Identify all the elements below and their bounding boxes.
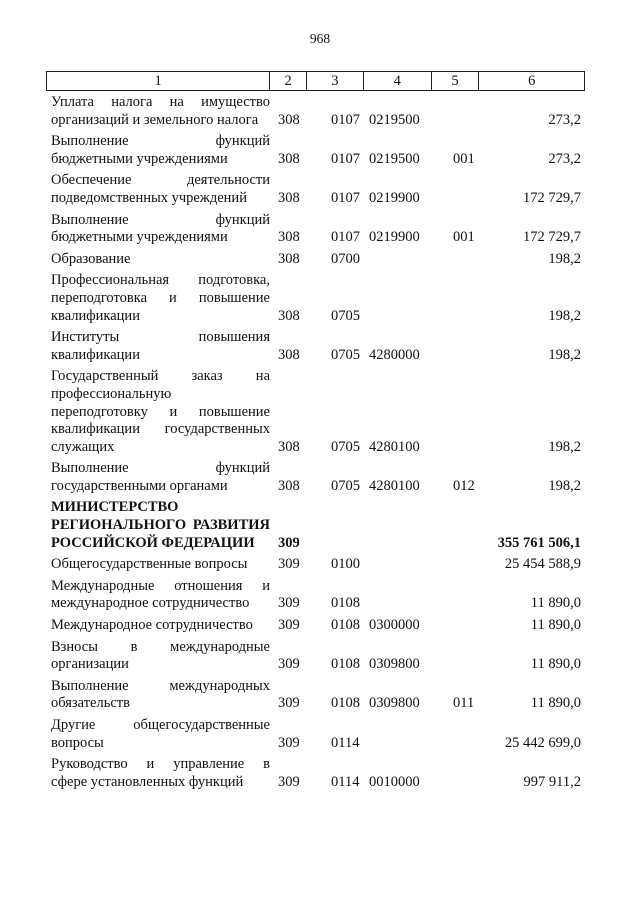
code-section: 0114 <box>331 773 360 790</box>
code-section: 0108 <box>331 617 360 634</box>
code-target: 4280100 <box>369 438 420 455</box>
code-ministry: 308 <box>278 189 300 206</box>
table-row <box>46 272 586 325</box>
table-row <box>46 460 586 495</box>
code-target: 4280000 <box>369 346 420 363</box>
code-section: 0107 <box>331 229 360 246</box>
code-ministry: 308 <box>278 477 300 494</box>
row-name <box>46 499 270 552</box>
code-ministry: 308 <box>278 229 300 246</box>
row-name <box>46 460 270 495</box>
table-header <box>46 71 585 91</box>
code-section: 0705 <box>331 438 360 455</box>
row-name-line: организации <box>51 656 129 673</box>
row-name-line: переподготовка и повышение <box>51 289 270 306</box>
code-ministry: 309 <box>278 595 300 612</box>
code-ministry: 309 <box>278 656 300 673</box>
row-name-line: РОССИЙСКОЙ ФЕДЕРАЦИИ <box>51 534 255 551</box>
header-col-3: 3 <box>307 72 364 90</box>
code-expense-type: 001 <box>453 229 475 246</box>
amount: 11 890,0 <box>530 656 581 673</box>
amount: 198,2 <box>548 250 581 267</box>
row-name-line: Взносы в международные <box>51 638 270 655</box>
code-section: 0700 <box>331 250 360 267</box>
row-name <box>46 678 270 713</box>
code-ministry: 308 <box>278 346 300 363</box>
row-name-line: Выполнение функций <box>51 211 270 228</box>
amount: 198,2 <box>548 438 581 455</box>
code-ministry: 309 <box>278 695 300 712</box>
row-name-line: профессиональную <box>51 385 172 402</box>
code-section: 0108 <box>331 695 360 712</box>
code-ministry: 308 <box>278 250 300 267</box>
table-row <box>46 578 586 613</box>
amount: 11 890,0 <box>530 617 581 634</box>
row-name-line: РЕГИОНАЛЬНОГО РАЗВИТИЯ <box>51 517 270 534</box>
header-col-6: 6 <box>528 72 536 89</box>
table-row <box>46 329 586 364</box>
header-col-5: 5 <box>432 72 480 90</box>
row-name-line: Международное сотрудничество <box>51 617 253 634</box>
row-name <box>46 251 270 269</box>
row-name-line: Государственный заказ на <box>51 368 270 385</box>
code-expense-type: 001 <box>453 150 475 167</box>
amount: 273,2 <box>548 150 581 167</box>
code-ministry: 309 <box>278 534 300 551</box>
code-section: 0114 <box>331 734 360 751</box>
row-name-line: Институты повышения <box>51 329 270 346</box>
row-name <box>46 756 270 791</box>
code-section: 0705 <box>331 307 360 324</box>
code-target: 0300000 <box>369 617 420 634</box>
code-section: 0107 <box>331 189 360 206</box>
row-name-line: Выполнение международных <box>51 677 270 694</box>
code-ministry: 309 <box>278 556 300 573</box>
row-name-line: Выполнение функций <box>51 460 270 477</box>
row-name-line: организаций и земельного налога <box>51 111 259 128</box>
table-row <box>46 94 586 129</box>
row-name-line: Уплата налога на имущество <box>51 94 270 110</box>
code-section: 0705 <box>331 477 360 494</box>
amount: 25 442 699,0 <box>504 734 581 751</box>
row-name-line: Обеспечение деятельности <box>51 172 270 189</box>
table-row <box>46 556 586 574</box>
table-row <box>46 251 586 269</box>
row-name-line: международное сотрудничество <box>51 595 250 612</box>
code-ministry: 309 <box>278 773 300 790</box>
row-name-line: государственными органами <box>51 477 228 494</box>
amount: 172 729,7 <box>523 189 581 206</box>
code-expense-type: 012 <box>453 477 475 494</box>
table-row <box>46 368 586 456</box>
row-name-line: переподготовку и повышение <box>51 403 270 420</box>
code-ministry: 308 <box>278 150 300 167</box>
header-col-2: 2 <box>270 72 307 90</box>
amount: 355 761 506,1 <box>497 534 581 551</box>
row-name-line: подведомственных учреждений <box>51 189 247 206</box>
code-ministry: 308 <box>278 307 300 324</box>
code-target: 0309800 <box>369 695 420 712</box>
page-number: 968 <box>309 31 331 46</box>
code-ministry: 309 <box>278 617 300 634</box>
table-row <box>46 678 586 713</box>
table-body <box>46 94 586 791</box>
code-section: 0107 <box>331 111 360 128</box>
row-name <box>46 368 270 456</box>
amount: 997 911,2 <box>523 773 581 790</box>
row-name-line: Другие общегосударственные <box>51 717 270 733</box>
amount: 11 890,0 <box>530 695 581 712</box>
header-col-4: 4 <box>364 72 432 90</box>
row-name-line: квалификации государственных <box>51 421 270 438</box>
row-name-line: Общегосударственные вопросы <box>51 556 248 573</box>
code-target: 0010000 <box>369 773 420 790</box>
row-name <box>46 617 270 635</box>
row-name-line: Выполнение функций <box>51 133 270 150</box>
row-name-line: квалификации <box>51 346 140 363</box>
amount: 25 454 588,9 <box>504 556 581 573</box>
row-name <box>46 556 270 574</box>
row-name-line: сфере установленных функций <box>51 773 244 790</box>
amount: 172 729,7 <box>523 229 581 246</box>
code-section: 0107 <box>331 150 360 167</box>
code-section: 0100 <box>331 556 360 573</box>
code-ministry: 308 <box>278 438 300 455</box>
row-name-line: Профессиональная подготовка, <box>51 272 270 289</box>
code-section: 0108 <box>331 656 360 673</box>
row-name-line: Руководство и управление в <box>51 756 270 773</box>
row-name-line: Международные отношения и <box>51 577 270 594</box>
row-name <box>46 329 270 364</box>
row-name <box>46 639 270 674</box>
amount: 198,2 <box>548 477 581 494</box>
row-name <box>46 272 270 325</box>
code-target: 0309800 <box>369 656 420 673</box>
row-name-line: бюджетными учреждениями <box>51 150 228 167</box>
table-row <box>46 639 586 674</box>
table-row <box>46 212 586 247</box>
code-section: 0108 <box>331 595 360 612</box>
code-target: 0219500 <box>369 150 420 167</box>
row-name-line: вопросы <box>51 734 104 751</box>
code-ministry: 308 <box>278 111 300 128</box>
amount: 198,2 <box>548 346 581 363</box>
table-row <box>46 133 586 168</box>
table-row <box>46 617 586 635</box>
amount: 198,2 <box>548 307 581 324</box>
code-expense-type: 011 <box>453 695 475 712</box>
table-row <box>46 172 586 207</box>
code-target: 0219900 <box>369 229 420 246</box>
table-row <box>46 756 586 791</box>
code-target: 4280100 <box>369 477 420 494</box>
budget-table <box>46 71 586 795</box>
row-name-line: бюджетными учреждениями <box>51 229 228 246</box>
code-target: 0219900 <box>369 189 420 206</box>
amount: 273,2 <box>548 111 581 128</box>
row-name-line: квалификации <box>51 307 140 324</box>
header-col-1: 1 <box>47 72 270 90</box>
table-row <box>46 717 586 752</box>
row-name-line: Образование <box>51 250 131 267</box>
row-name <box>46 578 270 613</box>
row-name-line: МИНИСТЕРСТВО <box>51 499 179 516</box>
row-name <box>46 94 270 129</box>
row-name <box>46 212 270 247</box>
row-name <box>46 133 270 168</box>
row-name <box>46 717 270 752</box>
table-row <box>46 499 586 552</box>
code-ministry: 309 <box>278 734 300 751</box>
code-section: 0705 <box>331 346 360 363</box>
row-name <box>46 172 270 207</box>
row-name-line: служащих <box>51 438 115 455</box>
row-name-line: обязательств <box>51 695 130 712</box>
amount: 11 890,0 <box>530 595 581 612</box>
code-target: 0219500 <box>369 111 420 128</box>
